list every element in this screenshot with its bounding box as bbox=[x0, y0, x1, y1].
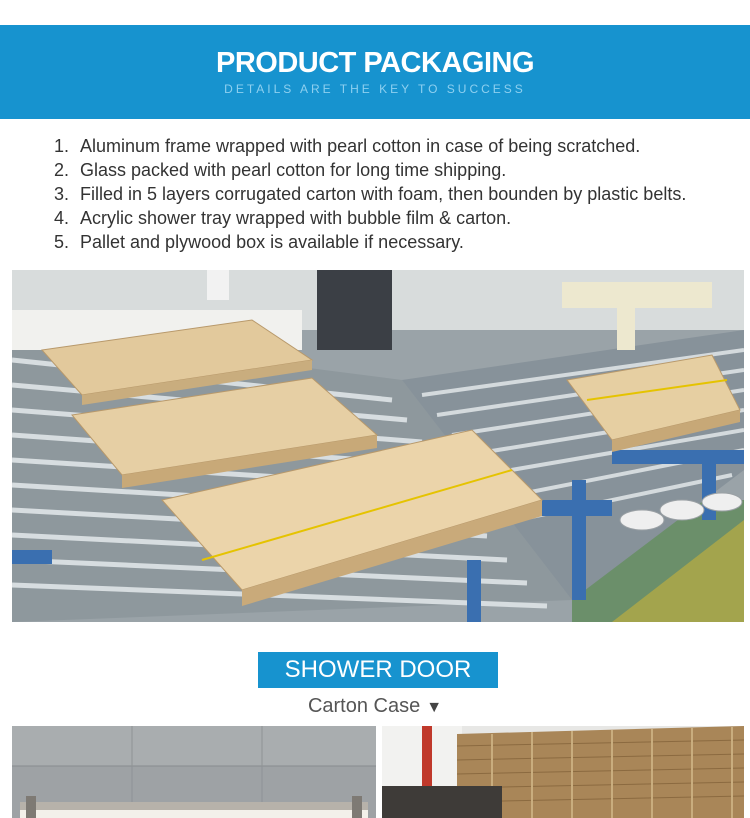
list-item: 3. Filled in 5 layers corrugated carton with foam, then bounden by plastic belts. bbox=[54, 184, 687, 204]
list-item: 1. Aluminum frame wrapped with pearl cotton in case of being scratched. bbox=[54, 136, 641, 156]
header-banner bbox=[0, 25, 750, 119]
list-item: 2. Glass packed with pearl cotton for long time shipping. bbox=[54, 160, 507, 180]
list-item: 5. Pallet and plywood box is available if necessary. bbox=[54, 232, 464, 252]
carton-case-photo-right bbox=[382, 726, 744, 818]
banner-title: PRODUCT PACKAGING bbox=[215, 47, 535, 79]
list-item: 4. Acrylic shower tray wrapped with bubble film & carton. bbox=[54, 208, 512, 228]
shower-door-badge: SHOWER DOOR bbox=[258, 652, 498, 688]
packaging-list bbox=[54, 134, 734, 254]
conveyor-packaging-photo bbox=[12, 270, 744, 622]
carton-case-photo-left bbox=[12, 726, 376, 818]
carton-case-label: Carton Case ▼ bbox=[307, 695, 443, 717]
banner-subtitle: DETAILS ARE THE KEY TO SUCCESS bbox=[224, 82, 526, 96]
triangle-down-icon: ▼ bbox=[426, 699, 443, 716]
